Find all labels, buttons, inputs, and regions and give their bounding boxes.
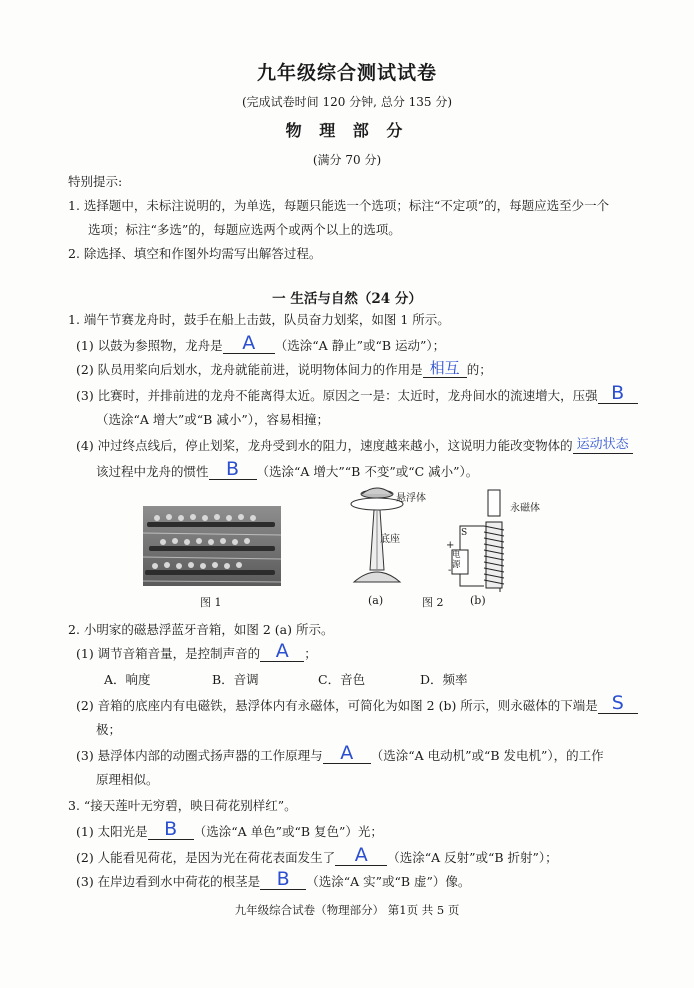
figure-1-label: 图 1 xyxy=(200,596,222,609)
q1-4-answer-blank[interactable] xyxy=(573,438,633,454)
q1-4-line2-options: （选涂“A 增大”“B 不变”或“C 减小”）。 xyxy=(256,464,479,479)
q1-2-suffix: 的； xyxy=(466,362,492,377)
q3-2-text: (2) 人能看见荷花，是因为光在荷花表面发生了 xyxy=(76,850,336,865)
q3-2-options: （选涂“A 反射”或“B 折射”）； xyxy=(387,850,558,865)
q1-2-answer: 相互 xyxy=(429,359,460,377)
q2-2-text: (2) 音箱的底座内有电磁铁，悬浮体内有永磁体，可简化为如图 2 (b) 所示，则永磁体的下端是 xyxy=(76,698,598,713)
note-item-1-line-1: 1. 选择题中，未标注说明的，为单选，每题只能选一个选项；标注“不定项”的，每题应选至少一个 xyxy=(68,198,610,213)
q3-part-3 xyxy=(76,868,471,890)
q3-1-options: （选涂“A 单色”或“B 复色”）光； xyxy=(193,824,383,839)
q1-1-options: （选涂“A 静止”或“B 运动”）； xyxy=(274,338,446,353)
q2-3-answer: A xyxy=(340,742,354,764)
q3-3-text: (3) 在岸边看到水中荷花的根茎是 xyxy=(76,874,261,889)
dragon-boat-image xyxy=(143,506,281,586)
levitate-label: 悬浮体 xyxy=(396,493,426,504)
q1-2-text: (2) 队员用桨向后划水，龙舟就能前进，说明物体间力的作用是 xyxy=(76,362,423,377)
q1-4-line-2 xyxy=(96,458,479,480)
q2-option-b[interactable]: B．音调 xyxy=(212,672,259,687)
q2-2-answer: S xyxy=(611,692,624,714)
q1-stem: 1. 端午节赛龙舟时，鼓手在船上击鼓，队员奋力划桨，如图 1 所示。 xyxy=(68,312,450,327)
q3-1-text: (1) 太阳光是 xyxy=(76,824,148,839)
q1-1-text: (1) 以鼓为参照物，龙舟是 xyxy=(76,338,223,353)
q2-part-1 xyxy=(76,640,317,662)
note-item-2: 2. 除选择、填空和作图外均需写出解答过程。 xyxy=(68,246,322,261)
minus-terminal-label: - xyxy=(448,565,452,576)
part-heading: 一 生活与自然（24 分） xyxy=(272,291,422,307)
q2-option-a[interactable]: A．响度 xyxy=(104,672,151,687)
q3-1-answer: B xyxy=(164,818,178,840)
q1-3-line-2: （选涂“A 增大”或“B 减小”），容易相撞； xyxy=(96,412,329,427)
figure-2-label: 图 2 xyxy=(422,596,444,609)
q1-1-answer: A xyxy=(242,332,256,354)
q1-3-answer-blank[interactable] xyxy=(598,382,638,404)
q3-2-answer: A xyxy=(354,844,368,866)
page-footer: 九年级综合试卷（物理部分） 第1页 共 5 页 xyxy=(234,903,460,917)
magnet-label: 永磁体 xyxy=(510,503,540,514)
q1-4-line2-text: 该过程中龙舟的惯性 xyxy=(96,464,209,479)
base-label: 底座 xyxy=(380,534,400,545)
q3-part-1 xyxy=(76,818,383,840)
figure-2b-label: (b) xyxy=(470,594,486,607)
q3-3-options: （选涂“A 实”或“B 虚”）像。 xyxy=(306,874,471,889)
q1-part-4 xyxy=(76,438,633,454)
q3-3-answer-blank[interactable] xyxy=(260,868,306,890)
q1-part-2 xyxy=(76,359,492,378)
section-title: 物 理 部 分 xyxy=(285,121,409,140)
exam-subtitle: (完成试卷时间 120 分钟, 总分 135 分) xyxy=(241,95,453,109)
figure-1-dragon-boat-photo xyxy=(143,506,281,586)
q2-stem: 2. 小明家的磁悬浮蓝牙音箱，如图 2 (a) 所示。 xyxy=(68,622,334,637)
q1-4-inertia-blank[interactable] xyxy=(209,458,257,480)
q2-option-d[interactable]: D．频率 xyxy=(420,672,468,687)
q1-part-3 xyxy=(76,382,638,404)
q2-3-text: (3) 悬浮体内部的动圈式扬声器的工作原理与 xyxy=(76,748,323,763)
q2-3-answer-blank[interactable] xyxy=(323,742,371,764)
q1-3-text: (3) 比赛时，并排前进的龙舟不能离得太近。原因之一是：太近时，龙舟间水的流速增大，压强 xyxy=(76,388,598,403)
q2-part-2 xyxy=(76,692,638,714)
q2-1-text: (1) 调节音箱音量，是控制声音的 xyxy=(76,646,261,661)
q2-2-answer-blank[interactable] xyxy=(598,692,638,714)
q2-option-c[interactable]: C．音色 xyxy=(318,672,366,687)
figure-2a-label: (a) xyxy=(368,594,384,607)
q2-2-line-2: 极； xyxy=(96,722,122,737)
q2-part-3 xyxy=(76,742,604,764)
q2-3-options: （选涂“A 电动机”或“B 发电机”），的工作 xyxy=(370,748,604,763)
q3-2-answer-blank[interactable] xyxy=(335,844,387,866)
switch-label: S xyxy=(461,528,468,538)
q1-3-answer: B xyxy=(611,382,625,404)
q1-part-1 xyxy=(76,332,446,354)
q1-1-answer-blank[interactable] xyxy=(223,332,275,354)
plus-terminal-label: + xyxy=(446,540,455,551)
q3-1-answer-blank[interactable] xyxy=(148,818,194,840)
notes-heading: 特别提示: xyxy=(68,174,123,189)
power-source-label: 电源 xyxy=(452,550,461,570)
exam-title: 九年级综合测试试卷 xyxy=(256,62,437,84)
full-score: (满分 70 分) xyxy=(312,153,382,167)
q2-1-answer: A xyxy=(275,640,289,662)
q2-1-suffix: ； xyxy=(304,646,317,661)
q3-3-answer: B xyxy=(276,868,290,890)
note-item-1-line-2: 选项；标注“多选”的，每题应选两个或两个以上的选项。 xyxy=(88,222,401,237)
q2-1-answer-blank[interactable] xyxy=(260,640,304,662)
q1-4-text: (4) 冲过终点线后，停止划桨，龙舟受到水的阻力，速度越来越小，这说明力能改变物体的 xyxy=(76,438,573,453)
q3-stem: 3. “接天莲叶无穷碧，映日荷花别样红”。 xyxy=(68,798,297,813)
q1-2-answer-blank[interactable] xyxy=(423,359,467,378)
q2-3-line-2: 原理相似。 xyxy=(96,772,159,787)
q3-part-2 xyxy=(76,844,558,866)
q1-4-answer: 运动状态 xyxy=(576,437,629,452)
q1-4-inertia-answer: B xyxy=(225,458,240,480)
